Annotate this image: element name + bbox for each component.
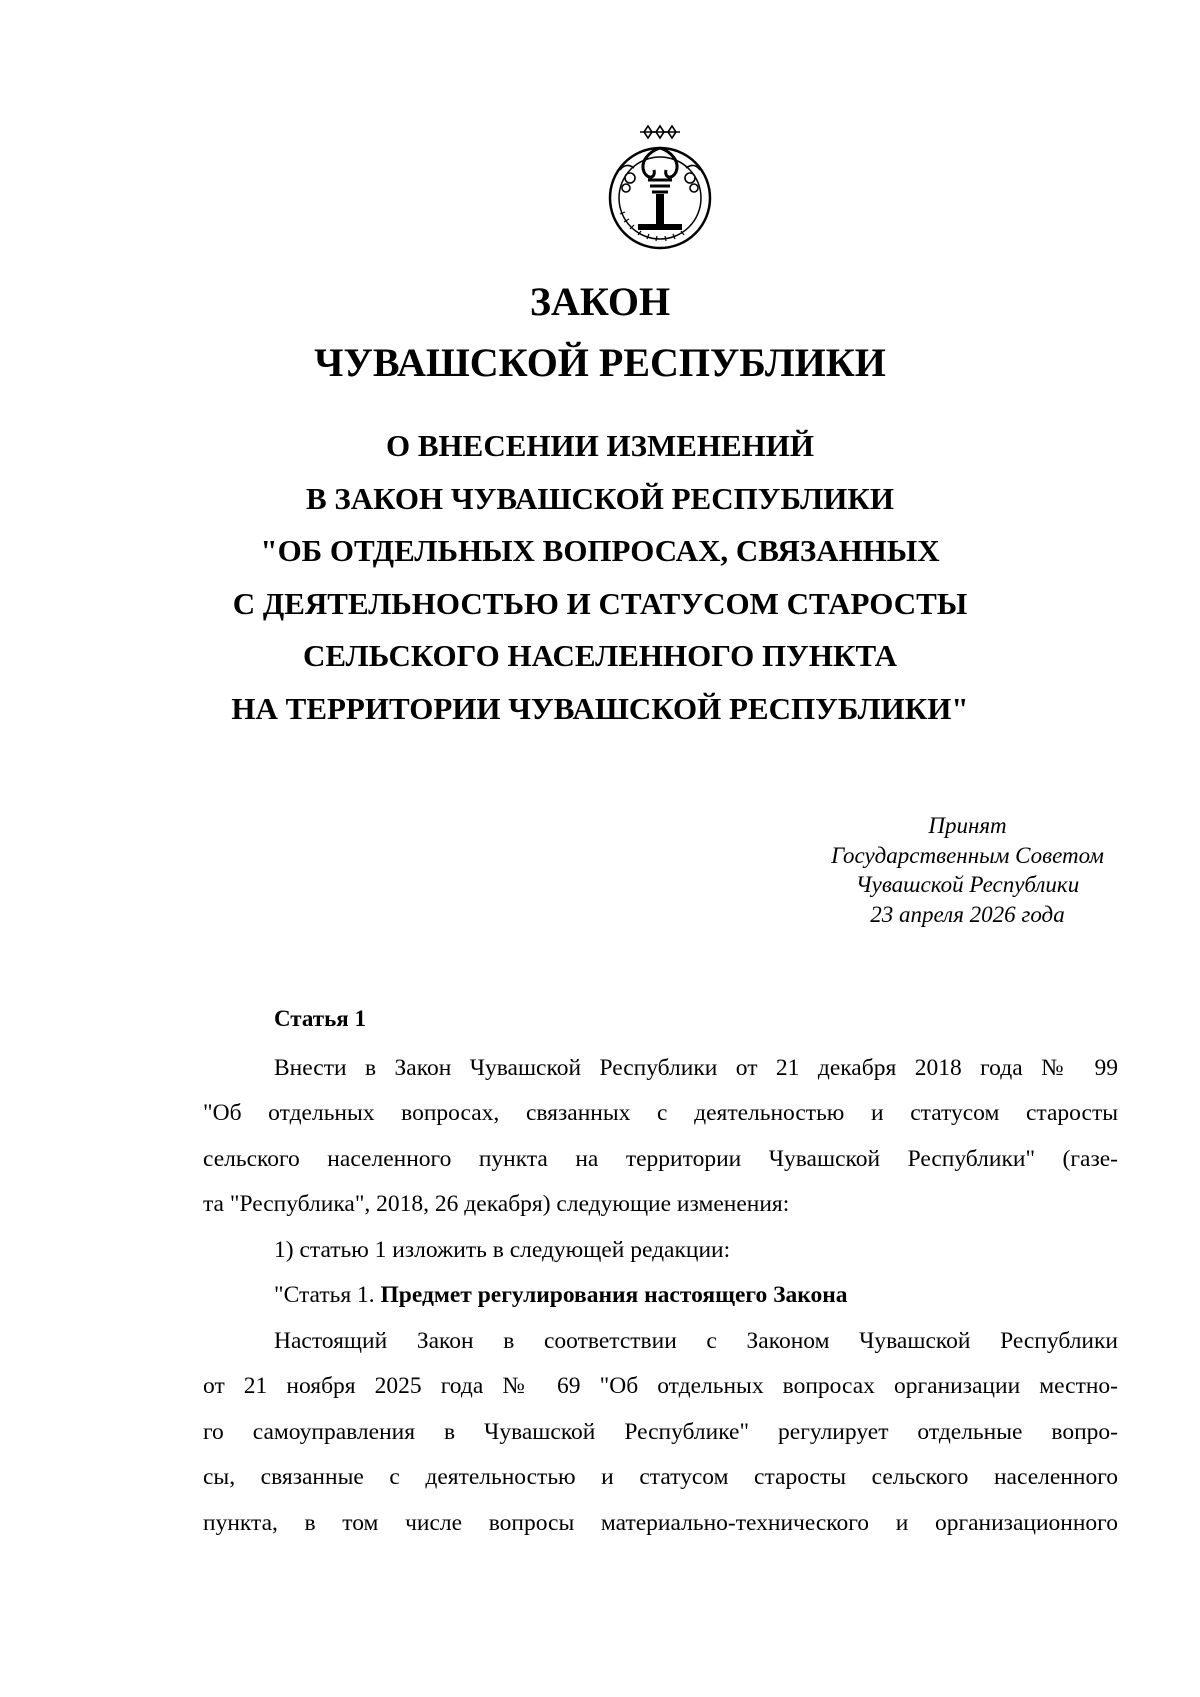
- coat-of-arms-emblem: [592, 118, 728, 254]
- law-subtitle: [0, 420, 1200, 736]
- article-body-part-1: [203, 1046, 1118, 1318]
- article-body-part-2: [203, 1319, 1118, 1546]
- paragraph-line: Внести в Закон Чувашской Республики от 21 декабря 2018 года № 99: [274, 1055, 1118, 1081]
- subtitle-line: С ДЕЯТЕЛЬНОСТЬЮ И СТАТУСОМ СТАРОСТЫ: [232, 585, 968, 621]
- quoted-article-title: Предмет регулирования настоящего Закона: [380, 1281, 848, 1308]
- adoption-line: 23 апреля 2026 года: [870, 901, 1065, 927]
- adoption-line: Чувашской Республики: [855, 872, 1080, 897]
- quoted-article-heading: [203, 1273, 1118, 1318]
- paragraph-line: та "Республика", 2018, 26 декабря) следующие изменения:: [203, 1191, 790, 1218]
- adoption-line: Принят: [928, 813, 1007, 838]
- chuvash-coat-of-arms-icon: [592, 118, 728, 254]
- paragraph-line: сельского населенного пункта на территории Чувашской Республики" (газе-: [203, 1145, 1118, 1172]
- subtitle-line: О ВНЕСЕНИИ ИЗМЕНЕНИЙ: [385, 428, 815, 463]
- paragraph-line: го самоуправления в Чувашской Республике" регулирует отдельные вопро-: [203, 1418, 1118, 1445]
- adoption-note: [790, 811, 1145, 929]
- article-heading: Статья 1: [274, 1006, 366, 1031]
- paragraph-line: "Об отдельных вопросах, связанных с деятельностью и статусом старосты: [203, 1100, 1118, 1127]
- amendment-item: 1) статью 1 изложить в следующей редакции:: [274, 1236, 731, 1263]
- law-title-line-1: ЗАКОН: [529, 279, 671, 324]
- paragraph-line: сы, связанные с деятельностью и статусом старосты сельского населенного: [203, 1464, 1118, 1491]
- paragraph-line: от 21 ноября 2025 года № 69 "Об отдельных вопросах организации местно-: [203, 1373, 1118, 1400]
- paragraph-line: пункта, в том числе вопросы материально-технического и организационного: [203, 1509, 1118, 1536]
- adoption-line: Государственным Советом: [831, 842, 1104, 868]
- paragraph-line: Настоящий Закон в соответствии с Законом Чувашской Республики: [274, 1328, 1118, 1354]
- quoted-article-prefix: "Статья 1.: [274, 1281, 375, 1308]
- law-title-line-2: ЧУВАШСКОЙ РЕСПУБЛИКИ: [314, 340, 886, 385]
- subtitle-line: НА ТЕРРИТОРИИ ЧУВАШСКОЙ РЕСПУБЛИКИ": [231, 690, 969, 726]
- subtitle-line: СЕЛЬСКОГО НАСЕЛЕННОГО ПУНКТА: [302, 638, 897, 674]
- subtitle-line: В ЗАКОН ЧУВАШСКОЙ РЕСПУБЛИКИ: [306, 480, 894, 516]
- subtitle-line: "ОБ ОТДЕЛЬНЫХ ВОПРОСАХ, СВЯЗАННЫХ: [260, 533, 940, 569]
